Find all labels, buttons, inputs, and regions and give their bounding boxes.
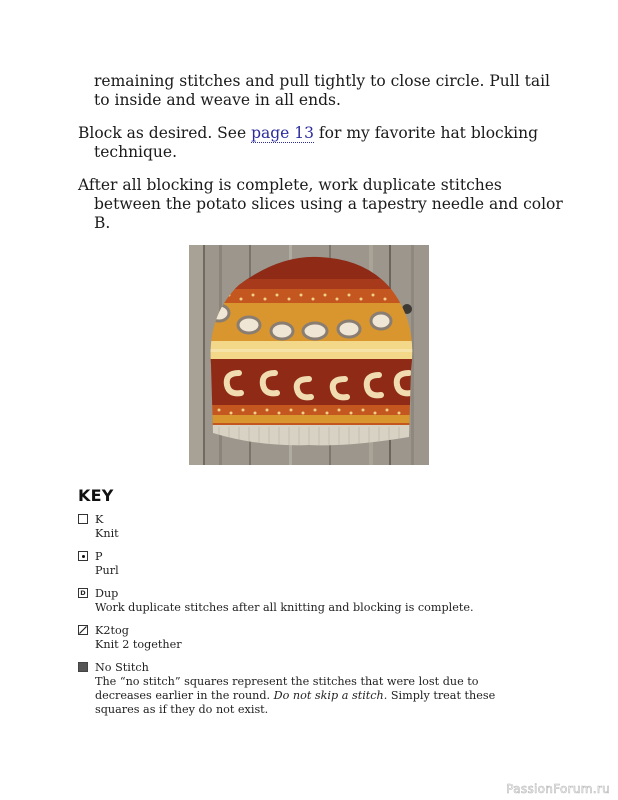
key-desc — [95, 675, 538, 717]
paragraph-text: After all blocking is complete, work duplicate stitches between the potato slices using a tapestry needle and color B. — [78, 176, 563, 232]
paragraph-text-before: Block as desired. See — [78, 124, 252, 142]
key-abbr: K2tog — [95, 624, 129, 637]
paragraph-text: remaining stitches and pull tightly to close circle. Pull tail to inside and weave in all ends. — [94, 72, 550, 109]
key-desc-text: Simply treat these squares as if they do not exist. — [95, 689, 496, 716]
paragraph-text-after: for my favorite hat blocking technique. — [94, 124, 538, 161]
key-abbr: K — [95, 513, 104, 526]
key-abbr: P — [95, 550, 103, 563]
page-13-link[interactable]: page 13 — [251, 124, 314, 142]
key-item-no-stitch — [78, 661, 538, 717]
key-desc: Knit — [95, 527, 119, 540]
paragraph-duplicate-stitch — [78, 176, 564, 233]
key-item-knit — [78, 513, 538, 541]
hat-photo — [189, 245, 429, 465]
watermark: PassionForum.ru — [506, 782, 610, 796]
key-item-purl — [78, 550, 538, 578]
key-item-dup — [78, 587, 538, 615]
key-desc: Purl — [95, 564, 119, 577]
key-abbr: No Stitch — [95, 661, 149, 674]
key-desc-emphasis: Do not skip a stitch. — [273, 689, 388, 702]
slash-square-icon — [78, 625, 88, 635]
key-abbr: Dup — [95, 587, 119, 600]
d-square-icon: D — [78, 588, 88, 598]
key-heading: KEY — [78, 486, 114, 505]
empty-square-icon — [78, 514, 88, 524]
key-desc: Knit 2 together — [95, 638, 182, 651]
dot-square-icon — [78, 551, 88, 561]
key-desc-text: The “no stitch” squares represent the stitches that were lost due to decreases earlier in the round. — [95, 675, 479, 702]
paragraph-finish-crown — [78, 72, 564, 110]
key-item-k2tog — [78, 624, 538, 652]
paragraph-blocking — [78, 124, 564, 162]
filled-square-icon — [78, 662, 88, 672]
key-desc: Work duplicate stitches after all knitting and blocking is complete. — [95, 601, 474, 614]
